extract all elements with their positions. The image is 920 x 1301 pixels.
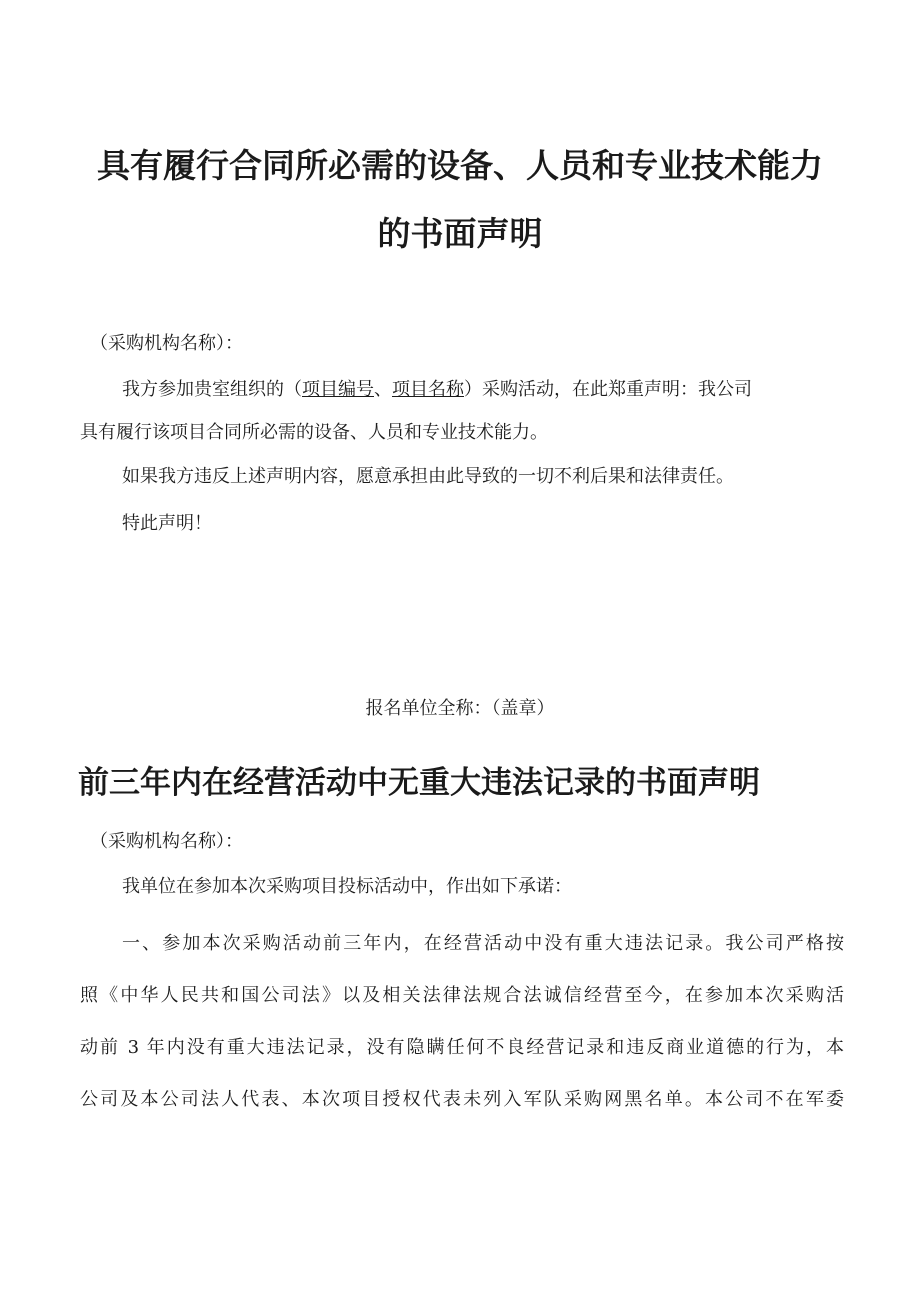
addressee-1: （采购机构名称）：: [90, 333, 243, 354]
paragraph-5: [80, 918, 844, 1126]
addressee-2: （采购机构名称）：: [90, 831, 243, 852]
para1-suffix: ）采购活动，在此郑重声明：我公司: [464, 379, 752, 400]
paragraph-5-line-4: 公司及本公司法人代表、本次项目授权代表未列入军队采购网黑名单。本公司不在军委: [80, 1089, 844, 1110]
section-2-title: 前三年内在经营活动中无重大违法记录的书面声明: [78, 765, 760, 801]
paragraph-3: 特此声明！: [122, 513, 212, 534]
paragraph-5-line-3: 动前 3 年内没有重大违法记录，没有隐瞒任何不良经营记录和违反商业道德的行为，本: [80, 1037, 844, 1058]
paragraph-1-line-1: [122, 376, 752, 404]
paragraph-5-line-1: 一、参加本次采购活动前三年内，在经营活动中没有重大违法记录。我公司严格按: [122, 933, 844, 954]
para1-prefix: 我方参加贵室组织的（: [122, 379, 302, 400]
paragraph-5-line-2: 照《中华人民共和国公司法》以及相关法律法规合法诚信经营至今，在参加本次采购活: [80, 985, 844, 1006]
document-title-line-1: 具有履行合同所必需的设备、人员和专业技术能力: [97, 146, 823, 185]
project-number-placeholder: 项目编号: [302, 379, 374, 400]
document-title-line-2: 的书面声明: [377, 214, 543, 253]
paragraph-1-line-2: 具有履行该项目合同所必需的设备、人员和专业技术能力。: [80, 422, 548, 443]
signature-line: 报名单位全称：（盖章）: [365, 698, 555, 719]
paragraph-2: 如果我方违反上述声明内容，愿意承担由此导致的一切不利后果和法律责任。: [122, 466, 734, 487]
project-name-placeholder: 项目名称: [392, 379, 464, 400]
paragraph-4: 我单位在参加本次采购项目投标活动中，作出如下承诺：: [122, 876, 572, 897]
para1-sep: 、: [374, 379, 392, 400]
